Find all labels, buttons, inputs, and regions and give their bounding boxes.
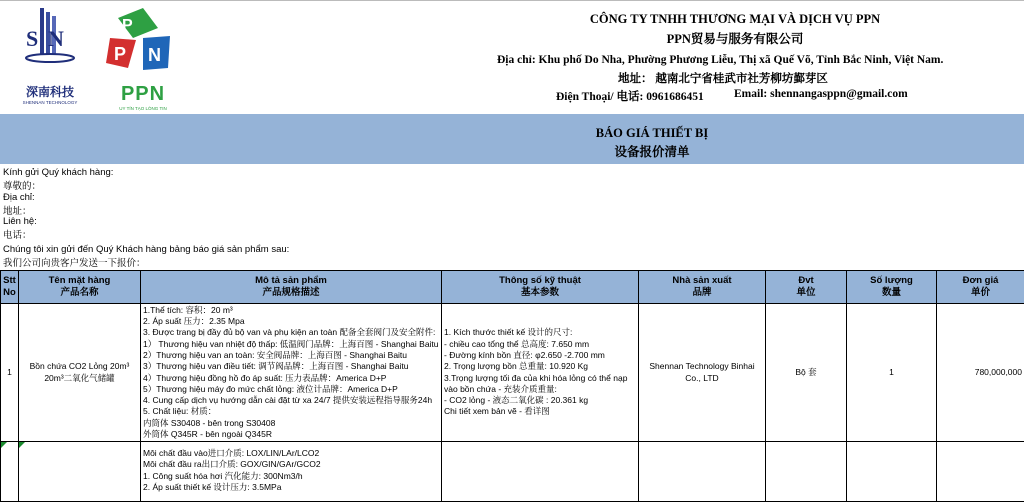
intro-line-2: 尊敬的： [3,178,41,192]
intro-line-1: Kính gửi Quý khách hàng: [3,167,113,178]
table-header-row [1,271,1024,304]
shennan-logo-icon [18,6,82,68]
intro-line-5: Liên hệ: [3,216,37,227]
ppn-logo-text: PPN [121,83,165,105]
svg-text:N: N [48,26,64,51]
shennan-logo-text-cn: 深南科技 [18,83,82,100]
header-price: Đơn giá 单价 [937,271,1024,304]
header-maker: Nhà sản xuất 品牌 [639,271,766,304]
intro-line-6: 电话： [3,227,32,241]
header-specs: Thông số kỹ thuật 基本参数 [442,271,639,304]
row-maker: Shennan Technology Binhai Co., LTD [639,304,766,442]
row-price [937,442,1024,502]
cell-error-marker [19,442,25,448]
row-unit [766,442,847,502]
top-rule [0,0,1024,1]
ppn-logo-tagline: UY TÍN TẠO LÒNG TIN [98,106,188,111]
header-stt: Stt No [1,271,19,304]
ppn-logo [98,8,188,108]
row-description: 1.Thể tích: 容积：20 m³ 2. Áp suất 压力：2.35 Mpa 3. Được trang bị đầy đủ bộ van và phụ kiện an toàn 配备全套阀门及安全附件: 1） Thương hiệu van nhiệt độ thấp: 低温阀门品牌：上海百图 - Shanghai Baitu 2）Thương hiệu van an toàn: 安全阀品牌：上海百图 - Shanghai Baitu 3）Thương hiệu van điều tiết: 调节阀品牌：上海百图 - Shanghai Baitu 4）Thương hiệu đồng hồ đo áp suất: 压力表品牌：America D+P 5）Thương hiệu máy đo mức chất lỏng: 液位计品牌：America D+P 4. Cung cấp dịch vụ hướng dẫn cài đặt từ xa 24/7 提供安装远程指导服务24h 5. Chất liệu: 材质： 内筒体 S30408 - bên trong S30408 外筒体 Q345R - bên ngoài Q345R [141,304,442,442]
cell-error-marker [1,442,7,448]
row-specs: 1. Kích thước thiết kế 设计的尺寸: - chiều cao tổng thể 总高度: 7.650 mm - Đường kính bồn 直径: φ2.650 -2.700 mm 2. Trọng lượng bồn 总重量: 10.920 Kg 3.Trọng lượng tối đa của khi hóa lỏng có thể nạp vào bồn chứa - 充装介质重量: - CO2 lỏng - 液态二氧化碳 : 20.361 kg Chi tiết xem bản vẽ - 看详图 [442,304,639,442]
row-name [19,442,141,502]
row-qty [847,442,937,502]
header-name: Tên mặt hàng 产品名称 [19,271,141,304]
company-address-vi: Địa chỉ: Khu phố Do Nha, Phường Phương Liễu, Thị xã Quế Võ, Tỉnh Bắc Ninh, Việt Nam. [497,54,943,66]
row-price: 780,000,000 [937,304,1024,442]
row-description: Môi chất đầu vào进口介质: LOX/LIN/LAr/LCO2 Môi chất đầu ra出口介质: GOX/GIN/GAr/GCO2 1. Công suất hóa hơi 汽化能力: 300Nm3/h 2. Áp suất thiết kế 设计压力: 3.5MPa [141,442,442,502]
row-specs [442,442,639,502]
table-row [1,304,1024,442]
company-name-cn: PPN贸易与服务有限公司 [470,29,1000,47]
company-address-cn: 地址： 越南北宁省桂武市社芳柳坊鄞芽区 [618,70,828,86]
header-unit: Đvt 单位 [766,271,847,304]
title-band [0,114,1024,164]
company-email: Email: shennangasppn@gmail.com [734,88,908,100]
intro-line-8: 我们公司向贵客户发送一下报价： [3,255,146,269]
svg-text:P: P [122,17,133,34]
ppn-logo-icon [98,8,188,78]
doc-title-cn: 设备报价清单 [0,142,1024,160]
intro-line-3: Địa chỉ: [3,192,35,203]
row-stt [1,442,19,502]
header-qty: Số lượng 数量 [847,271,937,304]
svg-text:S: S [26,26,38,51]
header-description: Mô tả sản phẩm 产品规格描述 [141,271,442,304]
intro-line-7: Chúng tôi xin gửi đến Quý Khách hàng bảng báo giá sản phẩm sau: [3,244,289,255]
row-name: Bồn chứa CO2 Lỏng 20m³ 20m³二氧化气储罐 [19,304,141,442]
doc-title-vi: BÁO GIÁ THIẾT BỊ [0,126,1024,141]
intro-line-4: 地址： [3,203,32,217]
row-qty: 1 [847,304,937,442]
quote-table [0,270,1024,502]
row-stt: 1 [1,304,19,442]
company-phone: Điện Thoại/ 电话: 0961686451 [556,88,704,104]
svg-text:N: N [148,45,161,65]
table-row [1,442,1024,502]
shennan-logo-text-en: SHENNAN TECHNOLOGY [18,100,82,105]
row-maker [639,442,766,502]
svg-text:P: P [114,44,126,64]
row-unit: Bộ 套 [766,304,847,442]
shennan-logo [18,6,82,102]
company-name-vi: CÔNG TY TNHH THƯƠNG MẠI VÀ DỊCH VỤ PPN [470,12,1000,27]
